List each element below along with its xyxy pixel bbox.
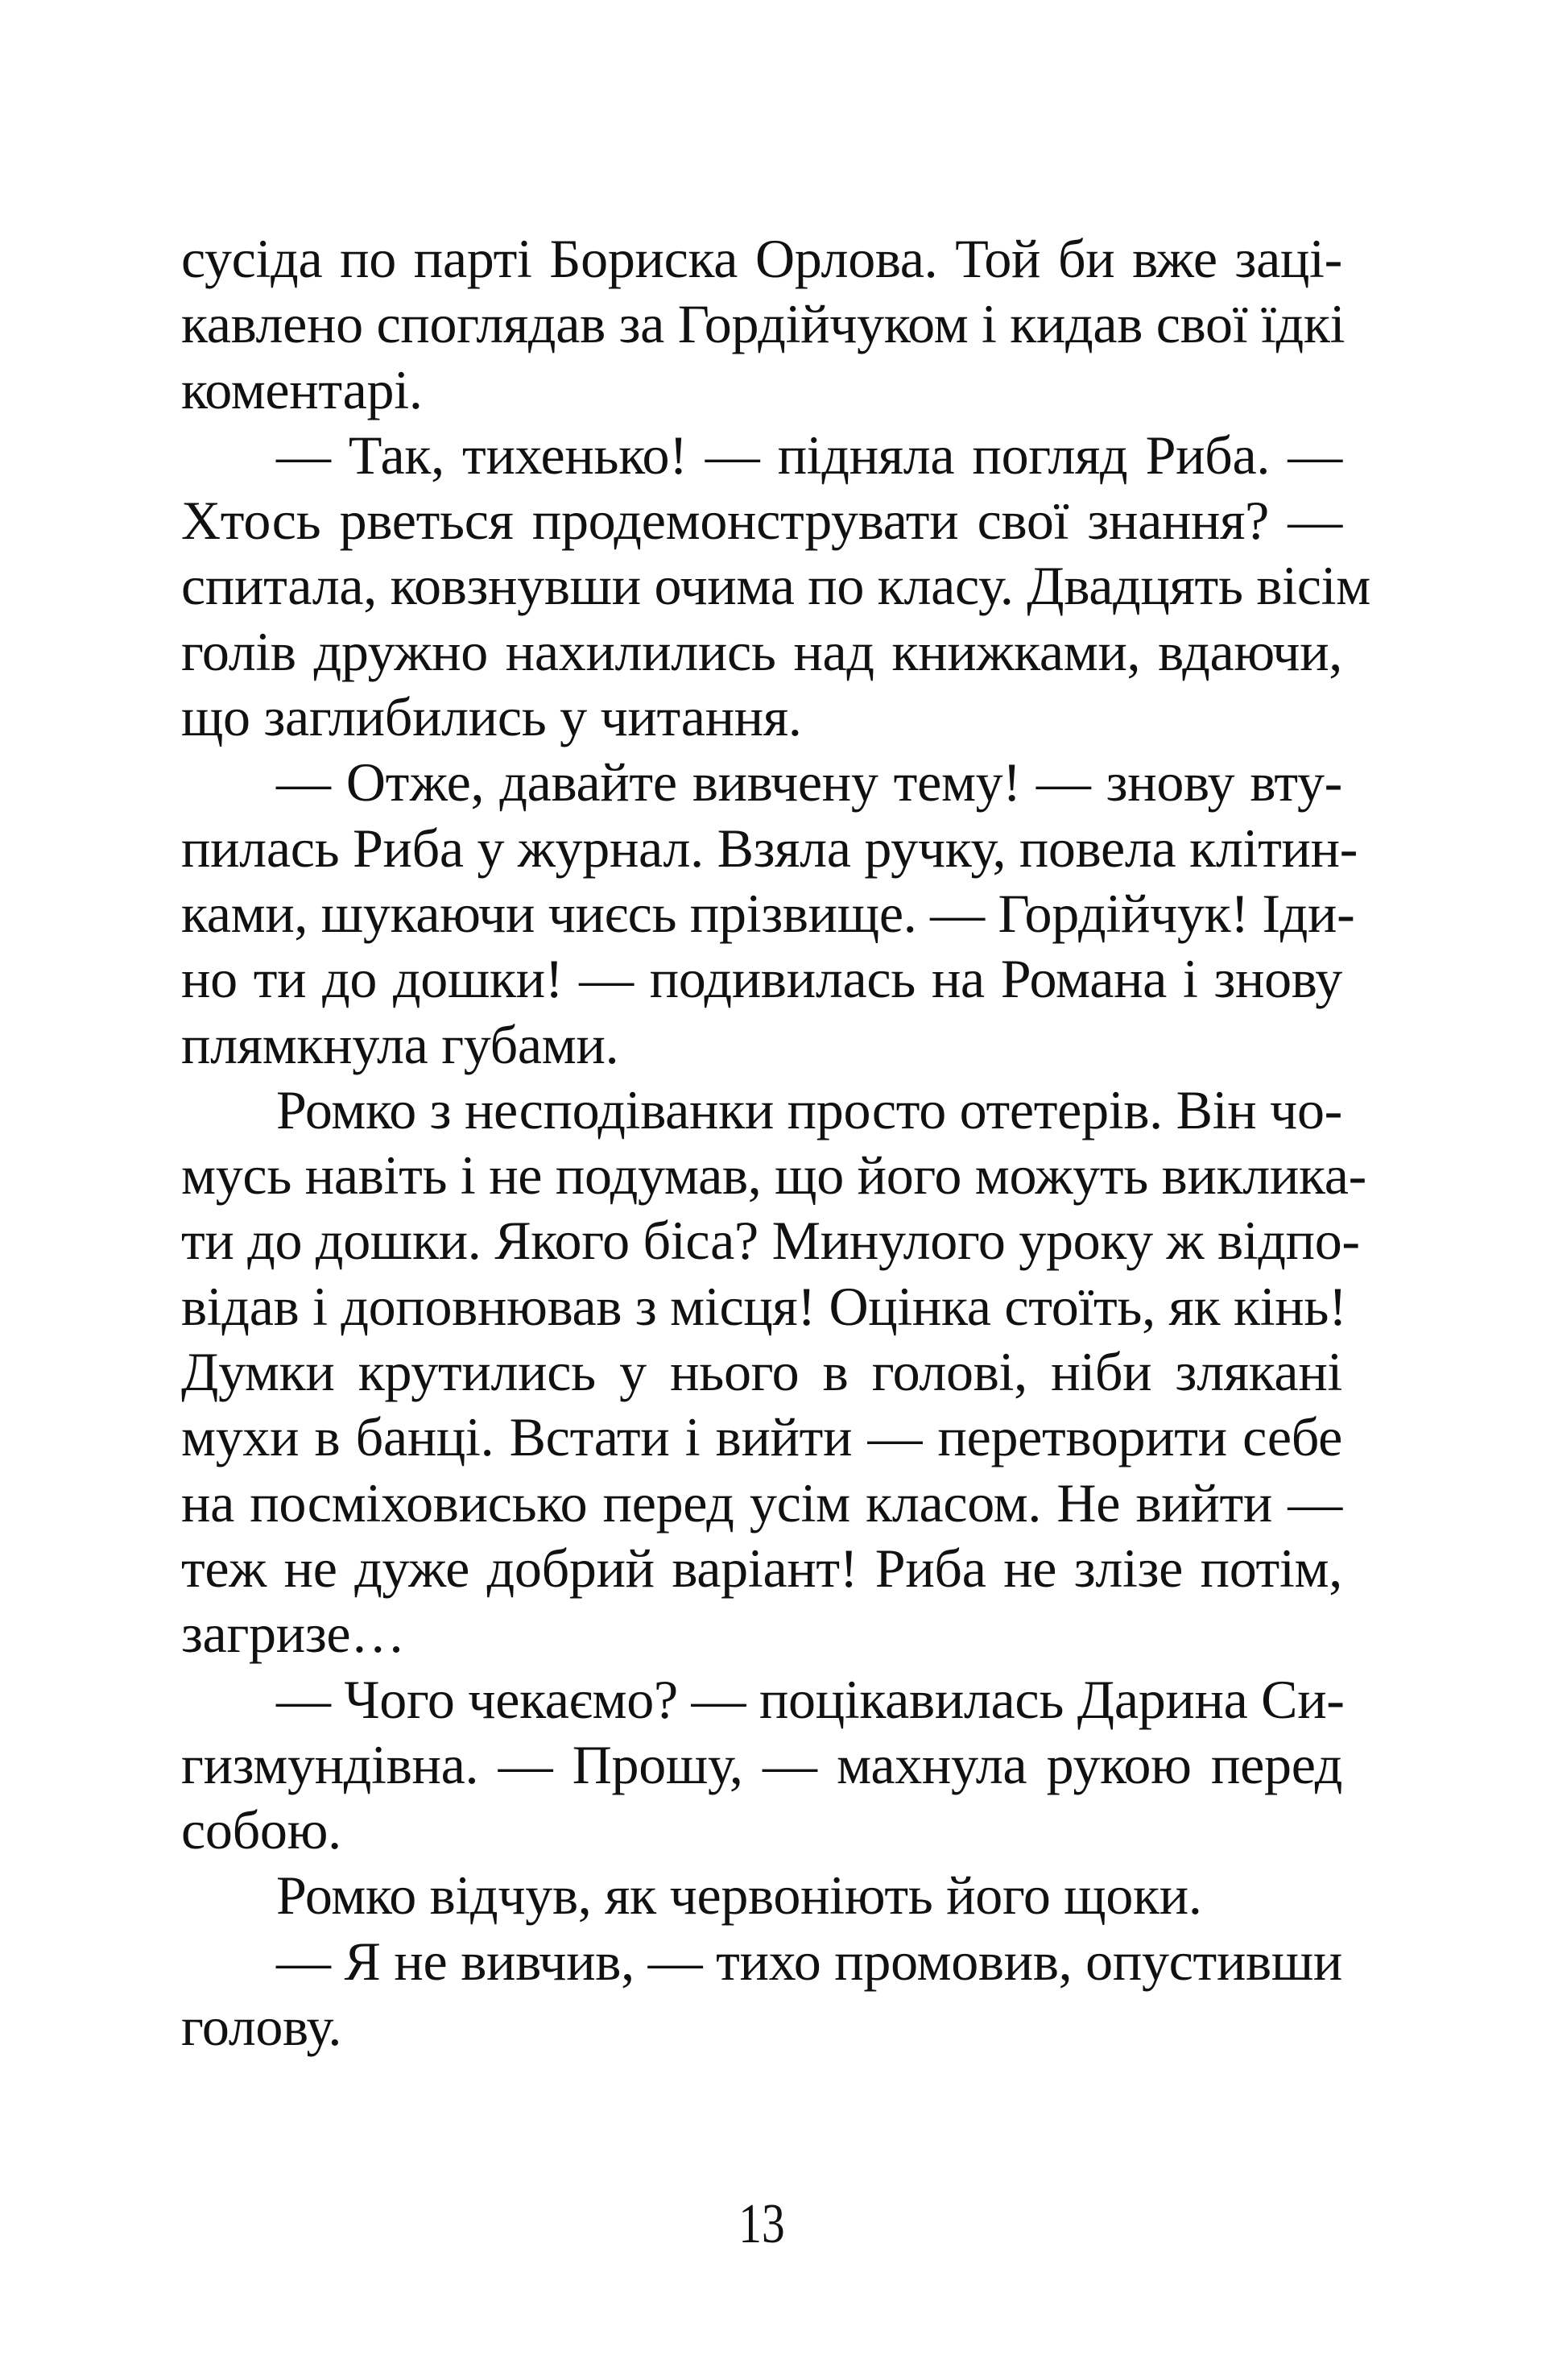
text-line: мухи в банці. Встати і вийти — перетворити себе	[181, 1406, 1342, 1468]
text-line: но ти до дошки! — подивилась на Романа і знову	[181, 948, 1342, 1010]
text-line: гизмундівна. — Прошу, — махнула рукою перед	[181, 1733, 1342, 1795]
text-line: Ромко відчув, як червоніють його щоки.	[276, 1865, 1202, 1927]
text-line: Ромко з несподіванки просто отетерів. Він чо-	[276, 1078, 1342, 1140]
text-line: сусіда по парті Бориска Орлова. Той би вже заці-	[181, 228, 1342, 289]
text-line: коментарі.	[181, 358, 423, 420]
text-line: ками, шукаючи чиєсь прізвище. — Гордійчук! Іди-	[181, 882, 1355, 944]
text-line: — Отже, давайте вивчену тему! — знову вту-	[276, 751, 1342, 813]
text-line: відав і доповнював з місця! Оцінка стоїть, як кінь!	[181, 1275, 1347, 1337]
text-line: собою.	[181, 1799, 341, 1861]
text-line: на посміховисько перед усім класом. Не вийти —	[181, 1471, 1342, 1534]
text-line: плямкнула губами.	[181, 1013, 619, 1075]
text-line: спитала, ковзнувши очима по класу. Двадцять вісім	[181, 555, 1370, 617]
text-line: що заглибились у читання.	[181, 686, 802, 748]
text-line: Думки крутились у нього в голові, ніби злякані	[181, 1341, 1342, 1403]
text-line: голів дружно нахилились над книжками, вдаючи,	[181, 620, 1342, 682]
text-line: Хтось рветься продемонструвати свої знання? —	[181, 490, 1342, 552]
text-line: ти до дошки. Якого біса? Минулого уроку ж відпо-	[181, 1210, 1360, 1272]
text-line: загризе…	[181, 1603, 405, 1665]
body-text	[181, 226, 1370, 2059]
text-line: теж не дуже добрий варіант! Риба не злізе потім,	[181, 1537, 1342, 1599]
text-line: пилась Риба у журнал. Взяла ручку, повела клітин-	[181, 817, 1358, 879]
text-line: мусь навіть і не подумав, що його можуть виклика-	[181, 1144, 1366, 1207]
text-line: кавлено споглядав за Гордійчуком і кидав свої їдкі	[181, 293, 1346, 355]
text-line: — Чого чекаємо? — поцікавилась Дарина Си-	[276, 1668, 1345, 1730]
text-line: — Так, тихенько! — підняла погляд Риба. —	[276, 424, 1342, 486]
text-line: — Я не вивчив, — тихо промовив, опустивши	[276, 1930, 1342, 1992]
page-number: 13	[738, 2193, 785, 2255]
text-line: голову.	[181, 1996, 342, 2058]
